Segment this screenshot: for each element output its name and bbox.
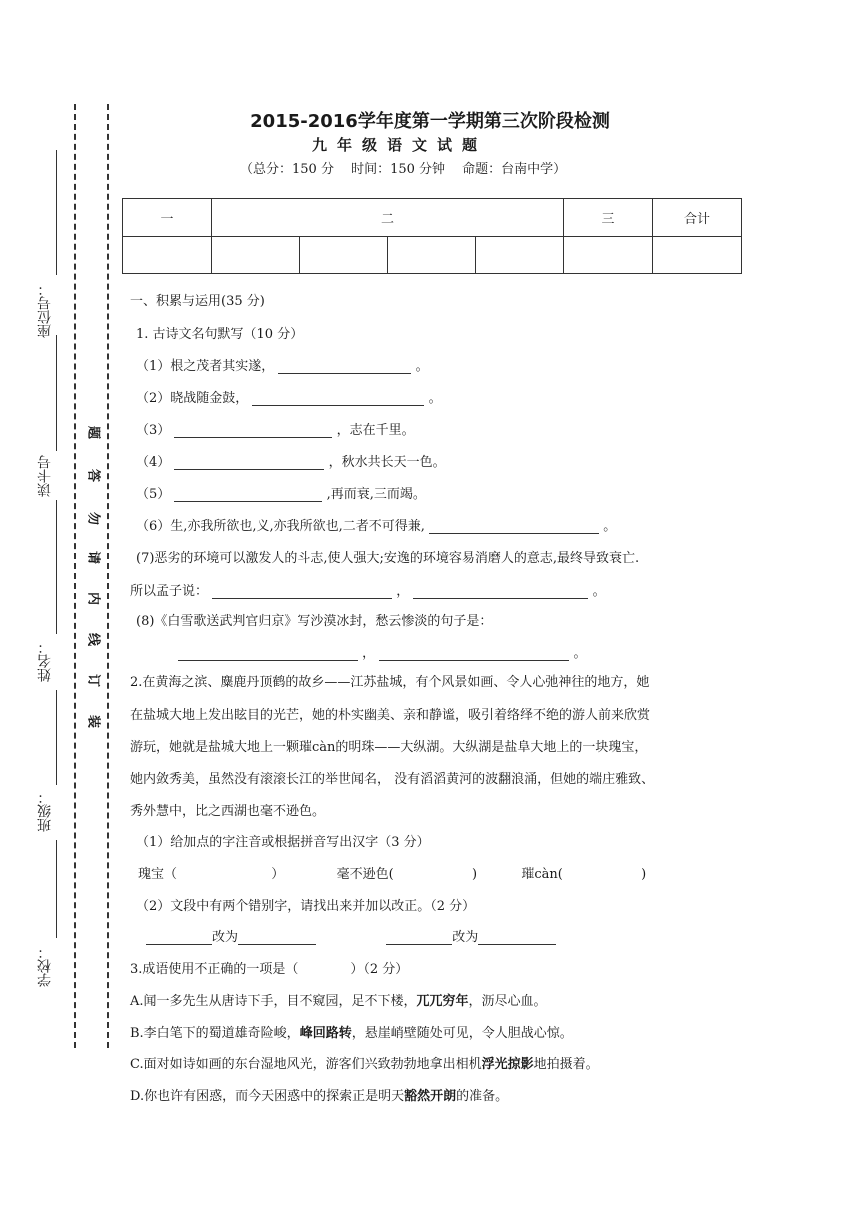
option-text: ，沥尽心血。 bbox=[468, 994, 547, 1009]
seal-char: 答 bbox=[88, 466, 101, 481]
option-text: 的准备。 bbox=[456, 1089, 509, 1104]
item-prefix: （6）生,亦我所欲也,义,亦我所欲也,二者不可得兼, bbox=[136, 519, 425, 534]
recitation-item-8-line2 bbox=[178, 642, 586, 661]
question-1-title: 1. 古诗文名句默写（10 分） bbox=[136, 327, 304, 342]
item-separator: ， bbox=[362, 646, 376, 661]
item-suffix: ，志在千里。 bbox=[336, 423, 415, 438]
answer-blank[interactable] bbox=[278, 359, 411, 374]
dashed-cut-line-inner bbox=[107, 104, 109, 1048]
option-idiom: 峰回路转 bbox=[299, 1026, 352, 1041]
recitation-item bbox=[136, 387, 442, 406]
answer-blank[interactable] bbox=[413, 584, 588, 599]
passage-line: 她内敛秀美，虽然没有滚滚长江的举世闻名， 没有滔滔黄河的波翻浪涌，但她的端庄雅致、 bbox=[130, 772, 655, 787]
passage-line: 2.在黄海之滨、麋鹿丹顶鹤的故乡——江苏盐城，有个风景如画、令人心弛神往的地方，她 bbox=[130, 675, 650, 690]
seal-char: 请 bbox=[88, 548, 101, 563]
option-text: C.面对如诗如画的东台湿地风光，游客们兴致勃勃地拿出相机 bbox=[130, 1057, 482, 1072]
seal-char: 内 bbox=[88, 589, 101, 604]
class-label: 班级： bbox=[37, 790, 53, 832]
answer-blank[interactable] bbox=[174, 423, 332, 438]
option-text: 地拍摄着。 bbox=[533, 1057, 599, 1072]
recitation-item bbox=[136, 355, 429, 374]
score-cell[interactable] bbox=[653, 237, 742, 274]
answer-blank[interactable] bbox=[398, 868, 468, 882]
dashed-cut-line-outer bbox=[74, 104, 76, 1048]
item-suffix: 。 bbox=[428, 391, 442, 406]
answer-blank[interactable] bbox=[174, 487, 322, 502]
question-2-sub1: （1）给加点的字注音或根据拼音写出汉字（3 分） bbox=[136, 835, 430, 850]
answer-blank[interactable] bbox=[429, 519, 599, 534]
recitation-item bbox=[136, 483, 426, 502]
item-suffix: 。 bbox=[573, 646, 587, 661]
item-suffix: ，秋水共长天一色。 bbox=[328, 455, 446, 470]
answer-blank[interactable] bbox=[252, 391, 424, 406]
name-label: 姓名： bbox=[37, 640, 53, 682]
answer-blank[interactable] bbox=[181, 868, 267, 882]
recitation-item bbox=[136, 419, 415, 438]
passage-line: 游玩，她就是盐城大地上一颗璀càn的明珠——大纵湖。大纵湖是盐阜大地上的一块瑰宝， bbox=[130, 740, 648, 755]
option-text: D.你也许有困惑，而今天困惑中的探索正是明天 bbox=[130, 1089, 405, 1104]
correction-word: 改为 bbox=[212, 930, 239, 945]
option-idiom: 浮光掠影 bbox=[481, 1057, 534, 1072]
item-prefix: （5） bbox=[136, 487, 171, 502]
item-prefix: （2）晓战随金鼓， bbox=[136, 391, 249, 406]
option-idiom: 豁然开朗 bbox=[404, 1089, 457, 1104]
score-header-total: 合计 bbox=[653, 199, 742, 237]
option-a[interactable] bbox=[130, 990, 547, 1009]
word-瑰宝: 瑰宝（ bbox=[138, 867, 178, 882]
option-b[interactable] bbox=[130, 1022, 573, 1041]
item-prefix: （3） bbox=[136, 423, 171, 438]
class-blank-line bbox=[56, 690, 57, 785]
answer-blank[interactable] bbox=[174, 455, 324, 470]
school-blank-line bbox=[56, 840, 57, 938]
exam-info: （总分：150 分 时间：150 分钟 命题：台南中学） bbox=[240, 162, 567, 177]
recitation-item bbox=[136, 515, 616, 534]
seal-char: 装 bbox=[88, 712, 101, 727]
name-blank-line bbox=[56, 500, 57, 634]
item-suffix: ,再而衰,三而竭。 bbox=[326, 487, 426, 502]
answer-blank[interactable] bbox=[567, 868, 637, 882]
option-text: A.闻一多先生从唐诗下手，目不窥园，足不下楼， bbox=[130, 994, 417, 1009]
item-prefix: 所以孟子说： bbox=[130, 584, 209, 599]
correction-word: 改为 bbox=[452, 930, 479, 945]
item-suffix: 。 bbox=[603, 519, 617, 534]
correction-row bbox=[146, 926, 556, 945]
seat-blank-line bbox=[56, 150, 57, 275]
score-cell[interactable] bbox=[123, 237, 212, 274]
recitation-item-7-line1: (7)恶劣的环境可以激发人的斗志,使人强大;安逸的环境容易消磨人的意志,最终导致衰亡. bbox=[136, 551, 640, 566]
recitation-item-7-line2 bbox=[130, 580, 606, 599]
item-suffix: 。 bbox=[415, 359, 429, 374]
seal-char: 勿 bbox=[88, 509, 101, 524]
option-c[interactable] bbox=[130, 1053, 599, 1072]
passage-line: 秀外慧中，比之西湖也毫不逊色。 bbox=[130, 804, 326, 819]
paren-close: ） bbox=[271, 867, 285, 882]
score-cell[interactable] bbox=[475, 237, 563, 274]
item-prefix: （4） bbox=[136, 455, 171, 470]
paren-close: ) bbox=[641, 867, 647, 882]
option-text: ，悬崖峭壁随处可见，令人胆战心惊。 bbox=[351, 1026, 573, 1041]
option-text: B.李白笔下的蜀道雄奇险峻， bbox=[130, 1026, 300, 1041]
score-header-2: 二 bbox=[212, 199, 564, 237]
item-separator: ， bbox=[396, 584, 410, 599]
paren-close: ) bbox=[471, 867, 478, 882]
score-cell[interactable] bbox=[387, 237, 475, 274]
answer-blank[interactable] bbox=[478, 930, 556, 945]
passage-line: 在盐城大地上发出眩目的光芒，她的朴实幽美、亲和静谧，吸引着络绎不绝的游人前来欣赏 bbox=[130, 708, 651, 723]
answer-blank[interactable] bbox=[386, 930, 452, 945]
pinyin-row bbox=[138, 863, 646, 882]
score-header-1: 一 bbox=[123, 199, 212, 237]
recitation-item bbox=[136, 451, 446, 470]
option-idiom: 兀兀穷年 bbox=[416, 994, 469, 1009]
section-heading: 一、积累与运用(35 分) bbox=[130, 294, 265, 309]
exam-title: 2015-2016学年度第一学期第三次阶段检测 bbox=[250, 111, 610, 132]
question-2-sub2: （2）文段中有两个错别字，请找出来并加以改正。（2 分） bbox=[136, 899, 476, 914]
answer-blank[interactable] bbox=[238, 930, 316, 945]
answer-blank[interactable] bbox=[212, 584, 392, 599]
answer-blank[interactable] bbox=[178, 646, 358, 661]
score-table bbox=[122, 198, 742, 274]
seat-label: 座位号： bbox=[37, 282, 53, 338]
answer-blank[interactable] bbox=[146, 930, 212, 945]
item-suffix: 。 bbox=[592, 584, 606, 599]
seal-char: 线 bbox=[88, 630, 101, 645]
seal-char: 题 bbox=[88, 423, 101, 438]
answer-blank[interactable] bbox=[379, 646, 569, 661]
seal-char: 订 bbox=[88, 671, 101, 686]
score-cell[interactable] bbox=[564, 237, 653, 274]
score-header-3: 三 bbox=[564, 199, 653, 237]
option-d[interactable] bbox=[130, 1085, 508, 1104]
score-cell[interactable] bbox=[299, 237, 387, 274]
word-逊色: 毫不逊色( bbox=[336, 867, 394, 882]
exam-subtitle: 九年级语文试题 bbox=[312, 136, 488, 154]
item-prefix: （1）根之茂者其实遂， bbox=[136, 359, 275, 374]
score-cell[interactable] bbox=[212, 237, 300, 274]
recitation-item-8-line1: (8)《白雪歌送武判官归京》写沙漠冰封，愁云惨淡的句子是： bbox=[136, 614, 493, 629]
word-璀càn: 璀càn( bbox=[521, 867, 563, 882]
card-label: 读卡号 bbox=[37, 455, 53, 497]
card-blank-line bbox=[56, 335, 57, 451]
question-3-title: 3.成语使用不正确的一项是（ ）（2 分） bbox=[130, 962, 409, 977]
school-label: 学校： bbox=[37, 945, 53, 987]
